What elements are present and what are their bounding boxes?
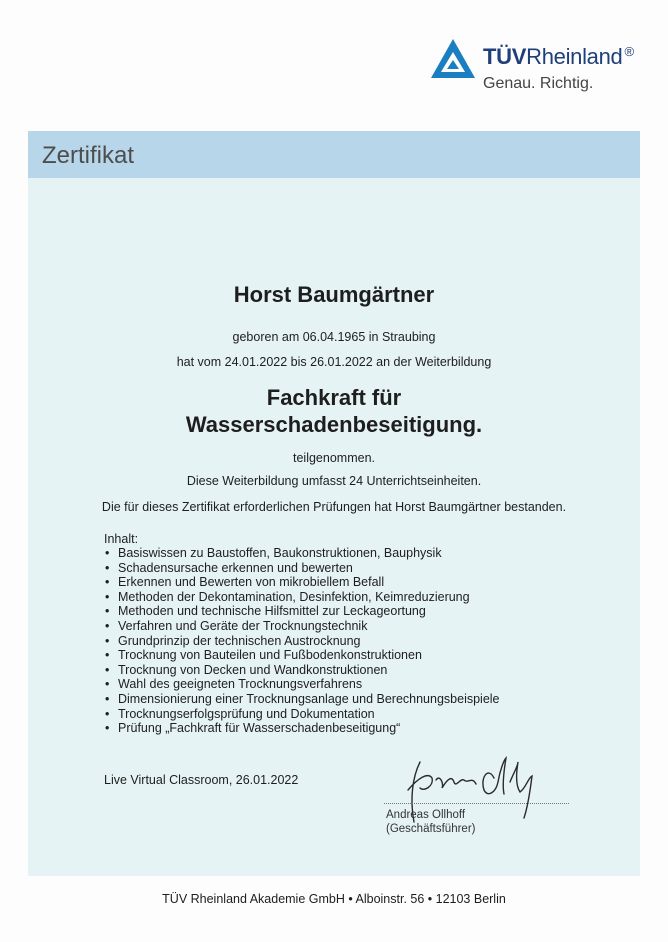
signer-name: Andreas Ollhoff (386, 809, 466, 821)
list-item: • Erkennen und Bewerten von mikrobiellem Befall (104, 575, 500, 590)
list-item: • Basiswissen zu Baustoffen, Baukonstruktionen, Bauphysik (104, 546, 500, 561)
header-band (28, 131, 640, 178)
participated-text: teilgenommen. (293, 451, 375, 465)
list-item: • Trocknungserfolgsprüfung und Dokumentation (104, 707, 500, 722)
tuv-rheinland-logo (430, 38, 660, 100)
list-item: • Trocknung von Decken und Wandkonstruktionen (104, 663, 500, 678)
place-and-date: Live Virtual Classroom, 26.01.2022 (104, 773, 299, 787)
list-item: • Verfahren und Geräte der Trocknungstechnik (104, 619, 500, 634)
course-period: hat vom 24.01.2022 bis 26.01.2022 an der Weiterbildung (176, 355, 492, 369)
course-title-line-1: Fachkraft für (266, 385, 402, 410)
document-title: Zertifikat (42, 142, 135, 169)
list-item: • Schadensursache erkennen und bewerten (104, 561, 500, 576)
footer-address: TÜV Rheinland Akademie GmbH • Alboinstr. 56 • 12103 Berlin (162, 892, 506, 906)
list-item: • Dimensionierung einer Trocknungsanlage und Berechnungsbeispiele (104, 692, 500, 707)
list-item: • Methoden der Dekontamination, Desinfektion, Keimreduzierung (104, 590, 500, 605)
course-title (28, 384, 640, 438)
course-title-line-2: Wasserschadenbeseitigung. (185, 412, 483, 437)
list-item: • Prüfung „Fachkraft für Wasserschadenbeseitigung“ (104, 721, 500, 736)
exam-passed-statement: Die für dieses Zertifikat erforderlichen Prüfungen hat Horst Baumgärtner bestanden. (101, 500, 567, 514)
content-list (104, 546, 500, 736)
content-label: Inhalt: (104, 532, 139, 546)
participant-name: Horst Baumgärtner (233, 282, 435, 307)
signer-role: (Geschäftsführer) (386, 823, 476, 835)
birth-info: geboren am 06.04.1965 in Straubing (232, 330, 436, 344)
signer-block (386, 808, 475, 836)
list-item: • Wahl des geeigneten Trocknungsverfahrens (104, 677, 500, 692)
training-units: Diese Weiterbildung umfasst 24 Unterrichtseinheiten. (186, 474, 482, 488)
signature-line (384, 803, 569, 804)
brand-slogan: Genau. Richtig. (483, 75, 594, 92)
list-item: • Trocknung von Bauteilen und Fußbodenkonstruktionen (104, 648, 500, 663)
list-item: • Methoden und technische Hilfsmittel zur Leckageortung (104, 604, 500, 619)
brand-name: TÜVRheinland ® (483, 44, 634, 69)
triangle-logo-icon (430, 38, 476, 80)
list-item: • Grundprinzip der technischen Austrocknung (104, 634, 500, 649)
